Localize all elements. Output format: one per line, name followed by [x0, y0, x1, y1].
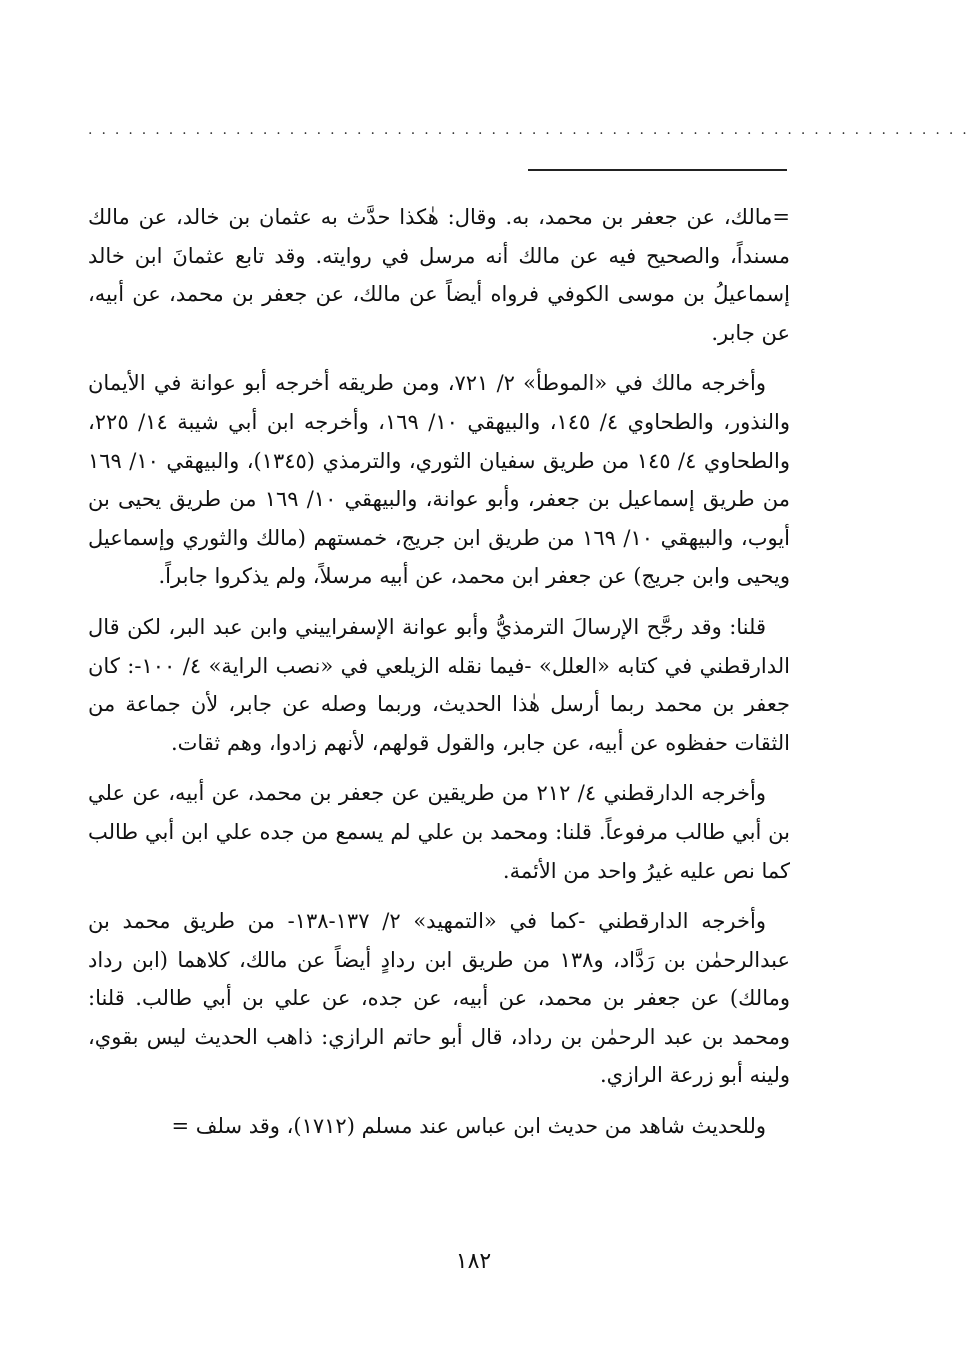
- paragraph-shahid: وللحديث شاهد من حديث ابن عباس عند مسلم (١٧١٢)، وقد سلف =: [171, 1114, 766, 1139]
- paragraph-daraqutni-tamhid: وأخرجه الدارقطني -كما في «التمهيد» ٢/ ١٣٧-١٣٨- من طريق محمد بن عبدالرحمٰن بن رَدَّاد، و١٣٨ من طريق ابن ردادٍ أيضاً عن مالك، كلاهما (ابن رداد ومالك) عن جعفر بن محمد، عن أبيه، عن جده، عن علي بن أبي طالب. قلنا: ومحمد بن عبد الرحمٰن بن رداد، قال أبو حاتم الرازي: ذاهب الحديث ليس بقوي، ولينه أبو زرعة الرازي.: [88, 909, 790, 1088]
- footnote-rule: [528, 169, 787, 171]
- paragraph-tarjih: قلنا: وقد رجَّح الإرسالَ الترمذيُّ وأبو عوانة الإسفراييني وابن عبد البر، لكن قال الدارقطني في كتابه «العلل» -فيما نقله الزيلعي في «نصب الراية» ٤/ ١٠٠-: كان جعفر بن محمد ربما أرسل هٰذا الحديث، وربما وصله عن جابر، لأن جماعة من الثقات حفظوه عن أبيه، عن جابر، والقول قولهم، لأنهم زادوا، وهم ثقات.: [88, 614, 790, 755]
- paragraph-daraqutni-ali: وأخرجه الدارقطني ٤/ ٢١٢ من طريقين عن جعفر بن محمد، عن أبيه، عن علي بن أبي طالب مرفوعاً. قلنا: ومحمد بن علي لم يسمع من جده علي ابن أبي طالب كما نص عليه غيرُ واحد من الأئمة.: [88, 781, 790, 883]
- footnote-text: [88, 198, 790, 1158]
- paragraph-malik-muwatta: وأخرجه مالك في «الموطأ» ٢/ ٧٢١، ومن طريقه أخرجه أبو عوانة في الأيمان والنذور، والطحاوي ٤/ ١٤٥، والبيهقي ١٠/ ١٦٩، وأخرجه ابن أبي شيبة ١٤/ ٢٢٥، والطحاوي ٤/ ١٤٥ من طريق سفيان الثوري، والترمذي (١٣٤٥)، والبيهقي ١٠/ ١٦٩ من طريق إسماعيل بن جعفر، وأبو عوانة، والبيهقي ١٠/ ١٦٩ من طريق يحيى بن أيوب، والبيهقي ١٠/ ١٦٩ من طريق ابن جريج، خمستهم (مالك والثوري وإسماعيل ويحيى وابن جريج) عن جعفر ابن محمد، عن أبيه مرسلاً، ولم يذكروا جابراً.: [88, 371, 790, 589]
- separator-dots: ..................................................................: [88, 122, 976, 138]
- page-number: ١٨٢: [455, 1249, 492, 1274]
- paragraph-continuation: =مالك، عن جعفر بن محمد، به. وقال: هٰكذا حدَّث به عثمان بن خالد، عن مالك مسنداً، والصحيح فيه عن مالك أنه مرسل في روايته. وقد تابع عثمانَ ابن خالد إسماعيلُ بن موسى الكوفي فرواه أيضاً عن مالك، عن جعفر بن محمد، عن أبيه، عن جابر.: [88, 205, 790, 345]
